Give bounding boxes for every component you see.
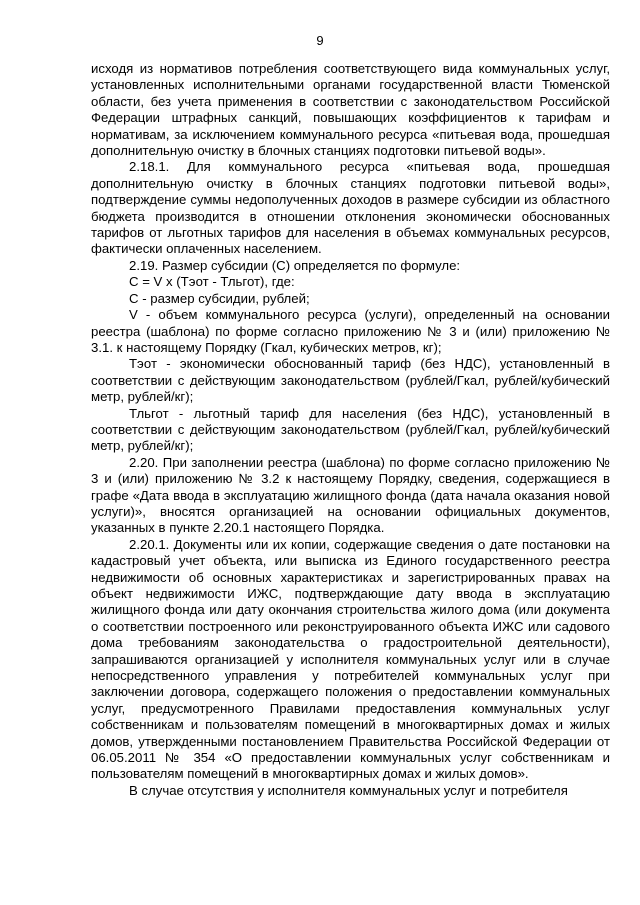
paragraph-2-20: 2.20. При заполнении реестра (шаблона) по форме согласно приложению № 3 и (или) приложению № 3.2 к настоящему Порядку, сведения, содержащиеся в графе «Дата ввода в эксплуатацию жилищного фонда (дата начала оказания новой услуги)», вносятся организацией на основании официальных документов, указанных в пункте 2.20.1 настоящего Порядка. <box>91 454 610 536</box>
formula: С = V х (Тэот - Тльгот), где: <box>129 274 295 290</box>
paragraph-2-20-1: 2.20.1. Документы или их копии, содержащие сведения о дате постановки на кадастровый учет объекта, или выписка из Единого государственного реестра недвижимости об основных характеристиках и зарегистрированных правах на объект недвижимости ИЖС, подтверждающие дату ввода в эксплуатацию жилищного фонда или дату окончания строительства жилого дома (или документа о соответствии построенного или реконструированного объекта ИЖС или садового дома требованиям законодательства о градостроительной деятельности), запрашиваются организацией у исполнителя коммунальных услуг или в случае непосредственного управления у потребителей коммунальных услуг при заключении договора, содержащего положения о предоставлении коммунальных услуг, предусмотренного Правилами предоставления коммунальных услуг собственникам и пользователям помещений в многоквартирных домах и жилых домов, утвержденными постановлением Правительства Российской Федерации от 06.05.2011 № 354 «О предоставлении коммунальных услуг собственникам и пользователям помещений в многоквартирных домах и жилых домов». <box>91 536 610 782</box>
definition-teot: Тэот - экономически обоснованный тариф (без НДС), установленный в соответствии с действующим законодательством (рублей/Гкал, рублей/кубический метр, рублей/кг); <box>91 356 610 405</box>
paragraph-final: В случае отсутствия у исполнителя коммунальных услуг и потребителя <box>129 782 568 798</box>
definition-c: С - размер субсидии, рублей; <box>129 290 310 306</box>
paragraph-2-19: 2.19. Размер субсидии (С) определяется по формуле: <box>129 257 461 273</box>
paragraph-continuation: исходя из нормативов потребления соответствующего вида коммунальных услуг, установленных исполнительными органами государственной власти Тюменской области, без учета применения в соответствии с законодательством Российской Федерации штрафных санкций, повышающих коэффициентов к тарифам и нормативам, за исключением коммунального ресурса «питьевая вода, прошедшая дополнительную очистку в блочных станциях подготовки питьевой воды». <box>91 61 610 159</box>
definition-tlgot: Тльгот - льготный тариф для населения (без НДС), установленный в соответствии с действующим законодательством (рублей/Гкал, рублей/кубический метр, рублей/кг); <box>91 405 610 454</box>
paragraph-2-18-1: 2.18.1. Для коммунального ресурса «питьевая вода, прошедшая дополнительную очистку в блочных станциях подготовки питьевой воды», подтверждение суммы недополученных доходов в размере субсидии из областного бюджета производится в отношении отклонения экономически обоснованных тарифов от льготных тарифов для населения в объемах коммунальных ресурсов, фактически оплаченных населением. <box>91 159 610 257</box>
definition-v: V - объем коммунального ресурса (услуги), определенный на основании реестра (шаблона) по форме согласно приложению № 3 и (или) приложению № 3.1. к настоящему Порядку (Гкал, кубических метров, кг); <box>91 307 610 355</box>
page-number: 9 <box>316 33 324 48</box>
document-body <box>91 61 610 799</box>
